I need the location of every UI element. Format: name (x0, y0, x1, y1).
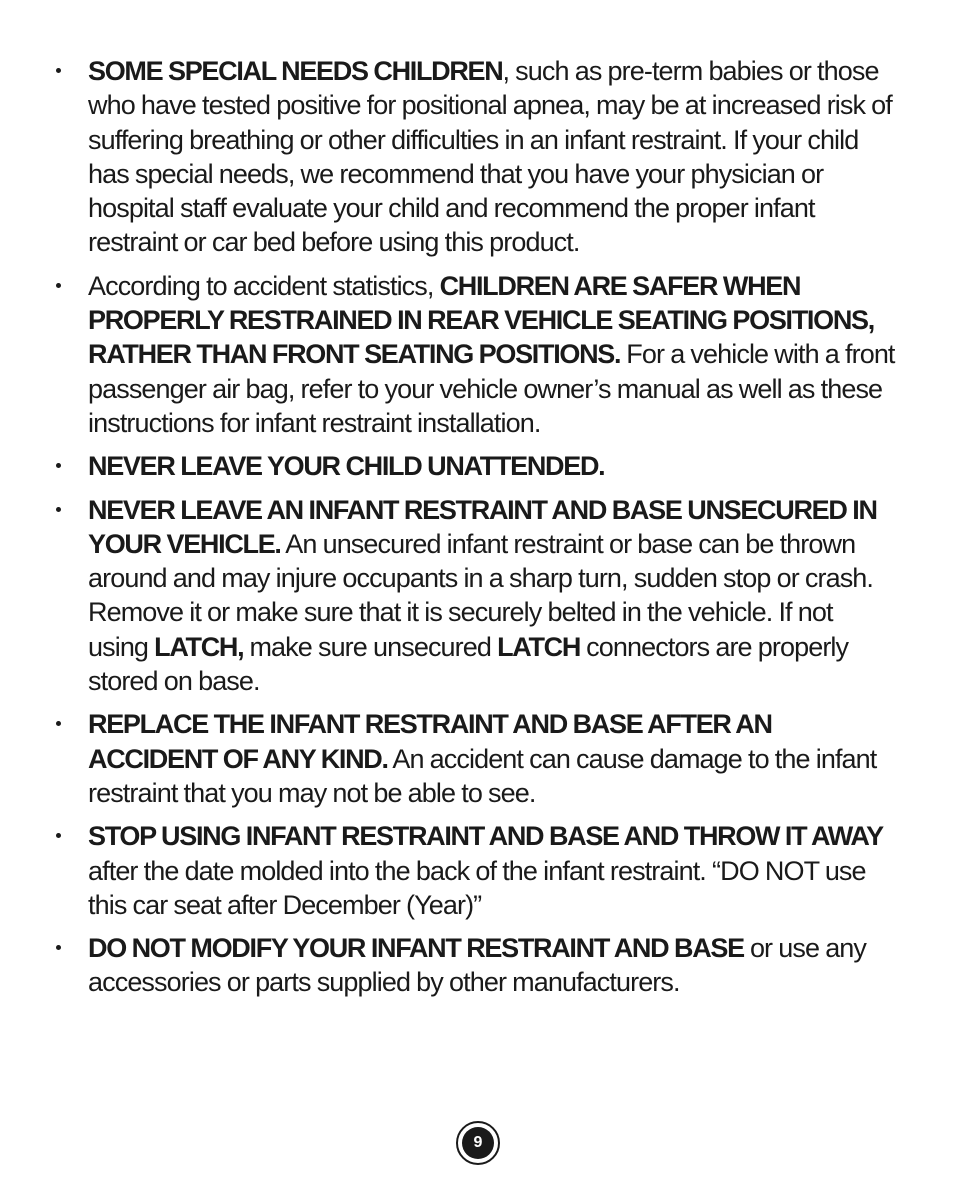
warning-item-rear-seating (56, 269, 896, 440)
bullet-icon (56, 283, 61, 288)
warning-item-special-needs (56, 54, 896, 260)
bullet-icon (56, 721, 61, 726)
bullet-icon (56, 945, 61, 950)
warning-bold-text: NEVER LEAVE YOUR CHILD UNATTENDED. (88, 451, 605, 482)
warning-item-unattended (56, 449, 896, 483)
warning-list (56, 54, 896, 1009)
warning-bold-text: CHILDREN ARE SAFER WHEN PROPERLY RESTRAINED IN REAR VEHICLE SEATING POSITIONS, RATHER THAN FRONT SEATING POSITIONS. (88, 270, 874, 370)
warning-text: An accident can cause damage to the infant restraint that you may not be able to see. (88, 743, 877, 808)
warning-text: According to accident statistics, (88, 270, 440, 301)
warning-text: after the date molded into the back of the infant restraint. “DO NOT use this car seat after December (Year)” (88, 855, 866, 920)
warning-text: , such as pre-term babies or those who have tested positive for positional apnea, may be at increased risk of suffering breathing or other difficulties in an infant restraint. If your child has special needs, we recommend that you have your physician or hospital staff evaluate your child and recommend the proper infant restraint or car bed before using this product. (88, 56, 892, 258)
warning-item-unsecured (56, 493, 896, 699)
warning-text: For a vehicle with a front passenger air bag, refer to your vehicle owner’s manual as well as these instructions for infant restraint installation. (88, 339, 895, 438)
warning-text: connectors are properly stored on base. (88, 631, 849, 697)
warning-bold-text: LATCH, (154, 631, 244, 662)
warning-bold-text: SOME SPECIAL NEEDS CHILDREN (88, 56, 503, 86)
bullet-icon (56, 507, 61, 512)
bullet-icon (56, 833, 61, 838)
warning-bold-text: LATCH (497, 631, 581, 662)
warning-text: or use any accessories or parts supplied by other manufacturers. (88, 933, 867, 998)
warning-bold-text: STOP USING INFANT RESTRAINT AND BASE AND THROW IT AWAY (88, 821, 883, 852)
warning-item-do-not-modify (56, 931, 896, 1000)
warning-text: make sure unsecured (243, 631, 498, 662)
warning-bold-text: DO NOT MODIFY YOUR INFANT RESTRAINT AND BASE (88, 933, 744, 964)
page-number: 9 (462, 1127, 494, 1159)
warning-bold-text: NEVER LEAVE AN INFANT RESTRAINT AND BASE UNSECURED IN YOUR VEHICLE. (88, 494, 877, 559)
warning-text: An unsecured infant restraint or base can be thrown around and may injure occupants in a sharp turn, sudden stop or crash. Remove it or make sure that it is securely belted in the vehicle. If not using (88, 528, 874, 662)
warning-item-expiration (56, 819, 896, 922)
bullet-icon (56, 463, 61, 468)
warning-bold-text: REPLACE THE INFANT RESTRAINT AND BASE AFTER AN ACCIDENT OF ANY KIND. (88, 709, 772, 774)
page-number-badge (456, 1121, 500, 1165)
bullet-icon (56, 68, 61, 73)
warning-item-replace-after-accident (56, 707, 896, 810)
